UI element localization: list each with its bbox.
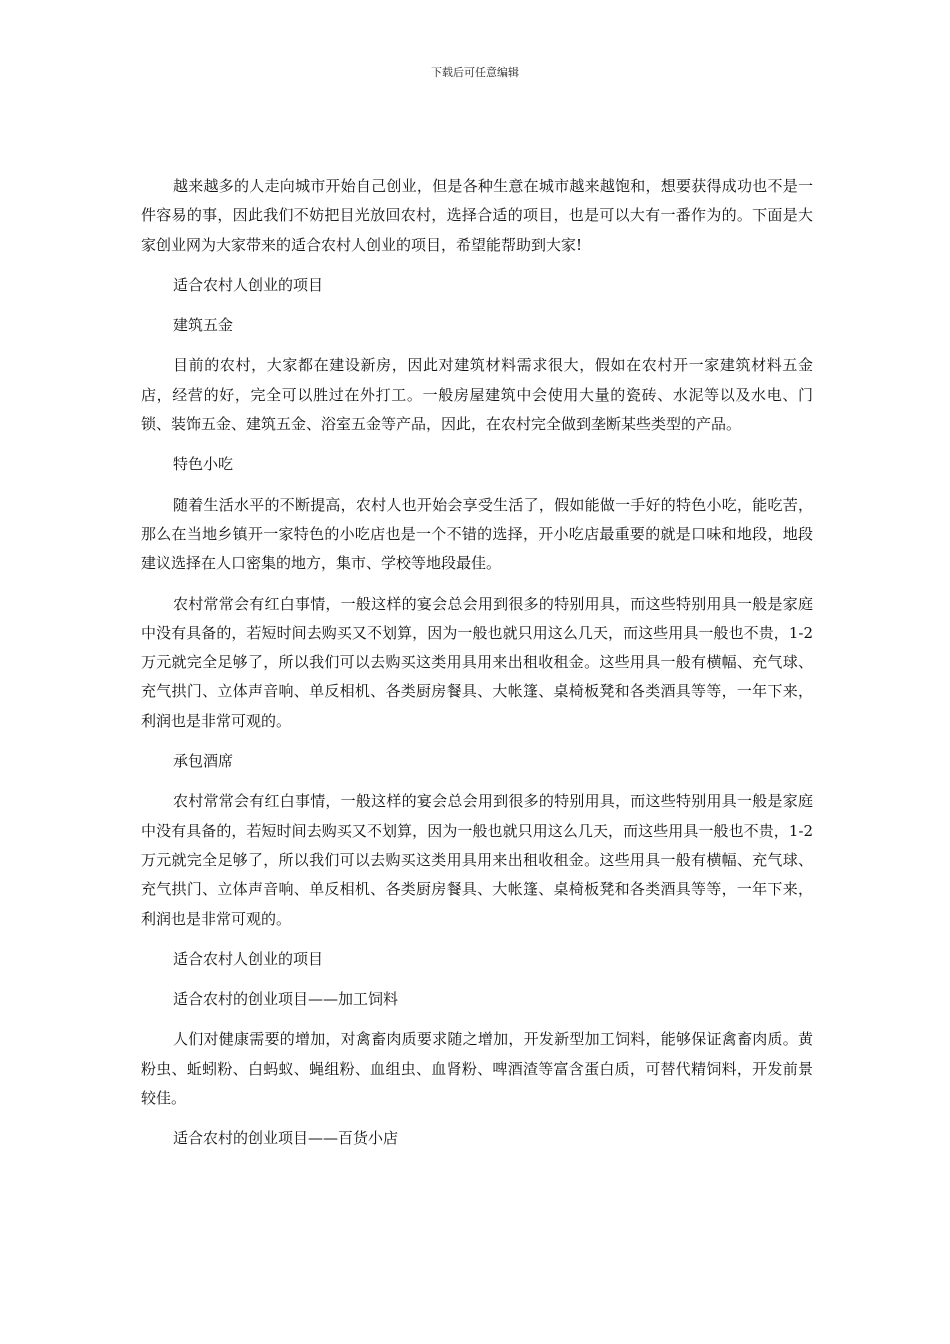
subsection-heading: 建筑五金 xyxy=(173,316,234,335)
section-heading: 适合农村人创业的项目 xyxy=(173,949,324,968)
intro-paragraph: 越来越多的人走向城市开始自己创业，但是各种生意在城市越来越饱和，想要获得成功也不是一件容易的事，因此我们不妨把目光放回农村，选择合适的项目，也是可以大有一番作为的。下面是大家创业网为大家带来的适合农村人创业的项目，希望能帮助到大家! xyxy=(141,177,813,254)
body-paragraph: 随着生活水平的不断提高，农村人也开始会享受生活了，假如能做一手好的特色小吃，能吃苦，那么在当地乡镇开一家特色的小吃店也是一个不错的选择，开小吃店最重要的就是口味和地段，地段建议选择在人口密集的地方，集市、学校等地段最佳。 xyxy=(141,495,813,573)
subsection-heading: 适合农村的创业项目——加工饲料 xyxy=(173,990,399,1009)
body-paragraph: 农村常常会有红白事情，一般这样的宴会总会用到很多的特别用具，而这些特别用具一般是家庭中没有具备的，若短时间去购买又不划算，因为一般也就只用这么几天，而这些用具一般也不贵，1-2 万元就完全足够了，所以我们可以去购买这类用具用来出租收租金。这些用具一般有横幅、充气球、充气拱门、立体声音响、单反相机、各类厨房餐具、大帐篷、桌椅板凳和各类酒具等等，一年下来，利润也是非常可观的。 xyxy=(141,594,813,730)
body-paragraph: 农村常常会有红白事情，一般这样的宴会总会用到很多的特别用具，而这些特别用具一般是家庭中没有具备的，若短时间去购买又不划算，因为一般也就只用这么几天，而这些用具一般也不贵，1-2 万元就完全足够了，所以我们可以去购买这类用具用来出租收租金。这些用具一般有横幅、充气球、充气拱门、立体声音响、单反相机、各类厨房餐具、大帐篷、桌椅板凳和各类酒具等等，一年下来，利润也是非常可观的。 xyxy=(141,792,813,928)
section-heading: 适合农村人创业的项目 xyxy=(173,275,324,294)
subsection-heading: 特色小吃 xyxy=(173,455,234,474)
page-header: 下载后可任意编辑 xyxy=(431,66,519,79)
subsection-heading: 承包酒席 xyxy=(173,752,234,771)
document-body xyxy=(141,172,813,1154)
body-paragraph: 目前的农村，大家都在建设新房，因此对建筑材料需求很大，假如在农村开一家建筑材料五金店，经营的好，完全可以胜过在外打工。一般房屋建筑中会使用大量的瓷砖、水泥等以及水电、门锁、装饰五金、建筑五金、浴室五金等产品，因此，在农村完全做到垄断某些类型的产品。 xyxy=(141,356,813,434)
subsection-heading: 适合农村的创业项目——百货小店 xyxy=(173,1129,399,1148)
body-paragraph: 人们对健康需要的增加，对禽畜肉质要求随之增加，开发新型加工饲料，能够保证禽畜肉质。黄粉虫、蚯蚓粉、白蚂蚁、蝇组粉、血组虫、血肾粉、啤酒渣等富含蛋白质，可替代精饲料，开发前景较佳。 xyxy=(141,1030,813,1108)
